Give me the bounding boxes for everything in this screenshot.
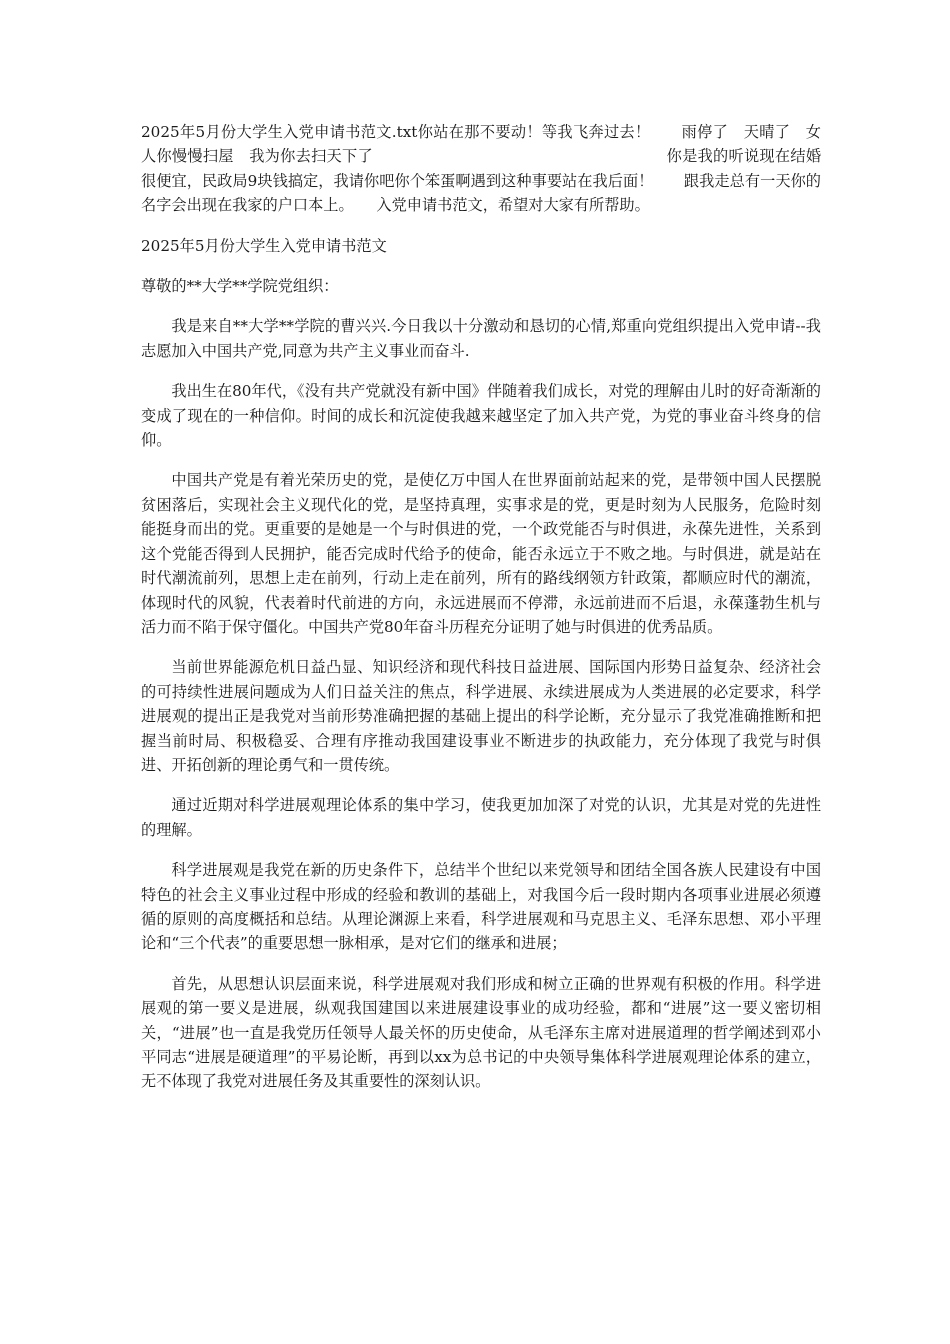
body-paragraph-5: 通过近期对科学进展观理论体系的集中学习，使我更加加深了对党的认识，尤其是对党的先进性的理解。 [141,796,821,839]
body-paragraph-6: 科学进展观是我党在新的历史条件下，总结半个世纪以来党领导和团结全国各族人民建设有中国特色的社会主义事业过程中形成的经验和教训的基础上，对我国今后一段时期内各项事业进展必须遵循的原则的高度概括和总结。从理论渊源上来看，科学进展观和马克思主义、毛泽东思想、邓小平理论和“三个代表”的重要思想一脉相承，是对它们的继承和进展； [141,861,821,953]
intro-paragraph: 2025年5月份大学生入党申请书范文.txt你站在那不要动！等我飞奔过去！ 雨停了 天晴了 女人你慢慢扫屋 我为你去扫天下了 你是我的听说现在结婚很便宜，民政局9块钱搞定，我请你吧你个笨蛋啊遇到这种事要站在我后面！ 跟我走总有一天你的名字会出现在我家的户口本上。 入党申请书范文，希望对大家有所帮助。 [141,123,821,215]
body-paragraph-7: 首先，从思想认识层面来说，科学进展观对我们形成和树立正确的世界观有积极的作用。科学进展观的第一要义是进展，纵观我国建国以来进展建设事业的成功经验，都和“进展”这一要义密切相关，“进展”也一直是我党历任领导人最关怀的历史使命，从毛泽东主席对进展道理的哲学阐述到邓小平同志“进展是硬道理”的平易论断，再到以xx为总书记的中央领导集体科学进展观理论体系的建立，无不体现了我党对进展任务及其重要性的深刻认识。 [141,974,821,1091]
body-paragraph-4: 当前世界能源危机日益凸显、知识经济和现代科技日益进展、国际国内形势日益复杂、经济社会的可持续性进展问题成为人们日益关注的焦点，科学进展、永续进展成为人类进展的必定要求，科学进展观的提出正是我党对当前形势准确把握的基础上提出的科学论断，充分显示了我党准确推断和把握当前时局、积极稳妥、合理有序推动我国建设事业不断进步的执政能力，充分体现了我党与时俱进、开拓创新的理论勇气和一贯传统。 [141,658,821,774]
body-paragraph-3: 中国共产党是有着光荣历史的党，是使亿万中国人在世界面前站起来的党，是带领中国人民摆脱贫困落后，实现社会主义现代化的党，是坚持真理，实事求是的党，更是时刻为人民服务，危险时刻能挺身而出的党。更重要的是她是一个与时俱进的党，一个政党能否与时俱进，永葆先进性，关系到这个党能否得到人民拥护，能否完成时代给予的使命，能否永远立于不败之地。与时俱进，就是站在时代潮流前列，思想上走在前列，行动上走在前列，所有的路线纲领方针政策，都顺应时代的潮流，体现时代的风貌，代表着时代前进的方向，永远进展而不停滞，永远前进而不后退，永葆蓬勃生机与活力而不陷于保守僵化。中国共产党80年奋斗历程充分证明了她与时俱进的优秀品质。 [141,471,821,636]
body-paragraph-1: 我是来自**大学**学院的曹兴兴.今日我以十分激动和恳切的心情,郑重向党组织提出入党申请--我志愿加入中国共产党,同意为共产主义事业而奋斗. [141,317,821,360]
document-title: 2025年5月份大学生入党申请书范文 [141,236,387,255]
salutation: 尊敬的**大学**学院党组织： [141,277,339,296]
body-paragraph-2: 我出生在80年代，《没有共产党就没有新中国》伴随着我们成长，对党的理解由儿时的好奇渐渐的变成了现在的一种信仰。时间的成长和沉淀使我越来越坚定了加入共产党，为党的事业奋斗终身的信仰。 [141,382,821,450]
document-page [141,120,821,1110]
